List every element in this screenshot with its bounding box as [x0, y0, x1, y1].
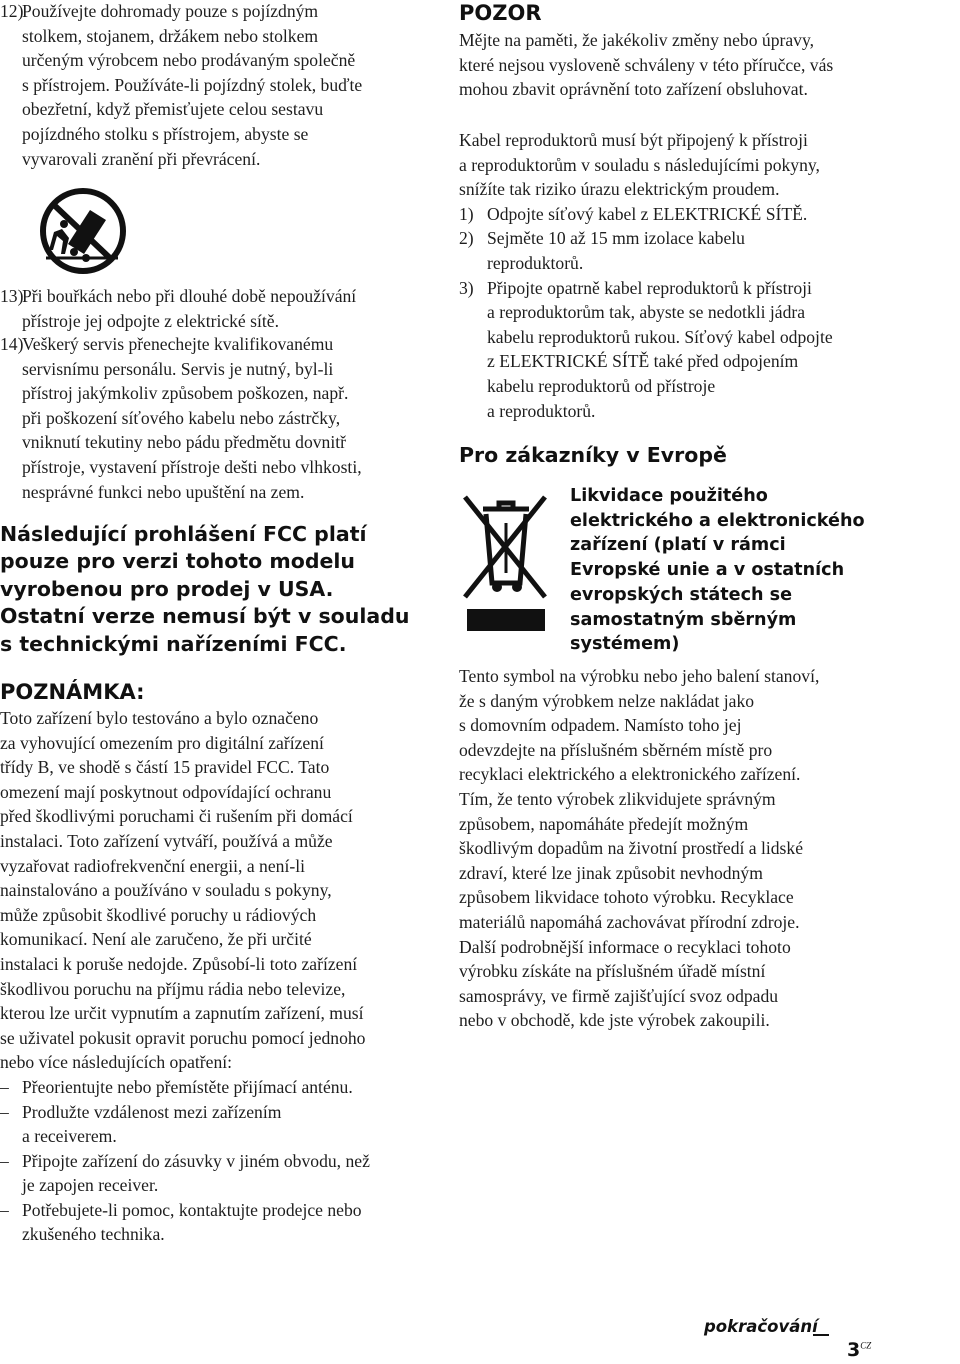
- text-line: škodlivým dopadům na životní prostředí a lidské: [459, 838, 804, 859]
- text-line: Toto zařízení bylo testováno a bylo označeno: [0, 708, 319, 728]
- text-line: a reproduktorů.: [487, 400, 596, 421]
- heading-line: pouze pro verzi tohoto modelu: [0, 549, 356, 574]
- text-line: za vyhovující omezením pro digitální zařízení: [0, 732, 324, 753]
- list-item-12: [0, 0, 442, 171]
- text-line: při poškození síťového kabelu nebo zástrčky,: [22, 407, 341, 428]
- text-line: omezení mají poskytnout odpovídající ochranu: [0, 781, 332, 802]
- heading-line: vyrobenou pro prodej v USA.: [0, 576, 334, 601]
- text-line: kabelu reproduktorů od přístroje: [487, 375, 716, 396]
- speaker-cable-body: [459, 128, 959, 423]
- text-line: Veškerý servis přenechejte kvalifikovanému: [22, 334, 334, 354]
- page-number: [847, 1339, 871, 1361]
- caution-body: [459, 28, 959, 102]
- text-line: Přeorientujte nebo přemístěte přijímací anténu.: [22, 1076, 353, 1097]
- measure-item: [0, 1100, 420, 1149]
- list-item-14: [0, 332, 442, 504]
- item-number: 12): [0, 1, 24, 21]
- text-line: způsobem likvidace tohoto výrobku. Recyklace: [459, 887, 794, 908]
- text-line: vyvarovali zranění při převrácení.: [22, 148, 261, 169]
- text-line: Prodlužte vzdálenost mezi zařízením: [22, 1101, 282, 1122]
- heading-line: Ostatní verze nemusí být v souladu: [0, 604, 410, 629]
- text-line: Připojte zařízení do zásuvky v jiném obvodu, než: [22, 1150, 370, 1171]
- item-number: 13): [0, 286, 24, 306]
- text-line: a reproduktorům tak, abyste se nedotkli jádra: [487, 302, 806, 323]
- text-line: se uživatel pokusit opravit poruchu pomocí jednoho: [0, 1027, 366, 1048]
- step-number: 2): [459, 228, 474, 249]
- text-line: reproduktorů.: [487, 252, 584, 273]
- item-number: 14): [0, 334, 24, 354]
- measure-item: [0, 1149, 420, 1198]
- text-line: že s daným výrobkem nelze nakládat jako: [459, 690, 755, 711]
- text-line: samosprávy, ve firmě zajišťující svoz odpadu: [459, 985, 779, 1006]
- item-13-text: [22, 284, 442, 333]
- heading-line: evropských státech se: [570, 584, 793, 605]
- text-line: a receiverem.: [22, 1126, 117, 1147]
- measure-item: [0, 1075, 420, 1100]
- text-line: snížíte tak riziko úrazu elektrickým proudem.: [459, 179, 780, 200]
- text-line: škodlivou poruchu na příjmu rádia nebo televize,: [0, 978, 346, 999]
- text-line: instalaci k poruše nedojde. Způsobí-li toto zařízení: [0, 953, 358, 974]
- europe-heading: Pro zákazníky v Evropě: [459, 443, 727, 467]
- text-line: které nejsou vysloveně schváleny v této příručce, vás: [459, 54, 834, 75]
- note-heading: POZNÁMKA:: [0, 680, 145, 704]
- step-item: [459, 226, 959, 275]
- text-line: může způsobit škodlivé poruchy u rádiových: [0, 904, 317, 925]
- text-line: Kabel reproduktorů musí být připojený k přístroji: [459, 130, 808, 150]
- text-line: s domovním odpadem. Namísto toho jej: [459, 715, 742, 736]
- text-line: nesprávné funkci nebo upuštění na zem.: [22, 481, 305, 502]
- step-number: 1): [459, 203, 474, 224]
- caution-heading: POZOR: [459, 1, 542, 25]
- text-line: servisnímu personálu. Servis je nutný, byl-li: [22, 358, 334, 379]
- text-line: nebo v obchodě, kde jste výrobek zakoupili.: [459, 1010, 770, 1031]
- text-line: přístroje, vystavení přístroje dešti nebo vlhkosti,: [22, 456, 362, 477]
- step-item: [459, 276, 959, 424]
- text-line: Odpojte síťový kabel z ELEKTRICKÉ SÍTĚ.: [487, 203, 808, 224]
- text-line: mohou zbavit oprávnění toto zařízení obsluhovat.: [459, 79, 808, 100]
- text-line: obezřetní, když přemisťujete celou sestavu: [22, 99, 324, 120]
- text-line: Další podrobnější informace o recyklaci tohoto: [459, 936, 791, 957]
- text-line: před škodlivými poruchami či rušením při domácí: [0, 806, 353, 827]
- text-line: Potřebujete-li pomoc, kontaktujte prodejce nebo: [22, 1199, 362, 1220]
- continued-label: pokračování: [704, 1317, 818, 1336]
- text-line: Mějte na paměti, že jakékoliv změny nebo úpravy,: [459, 30, 815, 50]
- text-line: přístroje jej odpojte z elektrické sítě.: [22, 310, 279, 331]
- text-line: Sejměte 10 až 15 mm izolace kabelu: [487, 228, 745, 249]
- text-line: a reproduktorům v souladu s následujícími pokyny,: [459, 154, 820, 175]
- cart-tip-warning-icon: [38, 186, 128, 276]
- fcc-heading: [0, 521, 420, 658]
- dash-bullet: –: [0, 1199, 9, 1220]
- note-body: [0, 706, 420, 1247]
- weee-crossed-bin-icon: [459, 487, 551, 633]
- text-line: vniknutí tekutiny nebo pádu předmětu dovnitř: [22, 432, 346, 453]
- continued-arrow-icon: [813, 1325, 829, 1335]
- heading-line: Likvidace použitého: [570, 486, 768, 506]
- step-number: 3): [459, 277, 474, 298]
- heading-line: s technickými nařízeními FCC.: [0, 631, 347, 656]
- weee-heading: [570, 484, 960, 657]
- text-line: zkušeného technika.: [22, 1224, 165, 1245]
- dash-bullet: –: [0, 1150, 9, 1171]
- text-line: nebo více následujících opatření:: [0, 1052, 233, 1073]
- text-line: s přístrojem. Používáte-li pojízdný stolek, buďte: [22, 74, 363, 95]
- text-line: nainstalováno a používáno v souladu s pokyny,: [0, 880, 332, 901]
- text-line: recyklaci elektrického a elektronického zařízení.: [459, 764, 801, 785]
- text-line: je zapojen receiver.: [22, 1175, 159, 1196]
- text-line: Tím, že tento výrobek zlikvidujete správným: [459, 788, 776, 809]
- text-line: třídy B, ve shodě s částí 15 pravidel FCC. Tato: [0, 757, 330, 778]
- weee-body: [459, 664, 959, 1033]
- heading-line: Následující prohlášení FCC platí: [0, 522, 367, 546]
- item-12-text: [22, 0, 442, 171]
- text-line: instalaci. Toto zařízení vytváří, používá a může: [0, 830, 333, 851]
- page-number-value: 3: [847, 1339, 861, 1361]
- dash-bullet: –: [0, 1101, 9, 1122]
- text-line: kterou lze určit vypnutím a zapnutím zařízení, musí: [0, 1003, 364, 1024]
- measure-item: [0, 1198, 420, 1247]
- heading-line: elektrického a elektronického: [570, 510, 865, 531]
- item-14-text: [22, 332, 442, 504]
- text-line: Používejte dohromady pouze s pojízdným: [22, 1, 319, 21]
- text-line: určeným výrobcem nebo prodávaným společně: [22, 50, 356, 71]
- text-line: kabelu reproduktorů rukou. Síťový kabel odpojte: [487, 326, 833, 347]
- text-line: výrobku získáte na příslušném úřadě místní: [459, 961, 766, 982]
- text-line: materiálů napomáhá zachovávat přírodní zdroje.: [459, 911, 800, 932]
- heading-line: systémem): [570, 634, 680, 655]
- text-line: Při bouřkách nebo při dlouhé době nepoužívání: [22, 286, 357, 306]
- text-line: způsobem, napomáháte předejít možným: [459, 813, 749, 834]
- text-line: zdraví, které lze jinak způsobit nevhodným: [459, 862, 763, 883]
- text-line: odevzdejte na příslušném sběrném místě pro: [459, 739, 773, 760]
- text-line: pojízdného stolku s přístrojem, abyste se: [22, 123, 309, 144]
- text-line: Tento symbol na výrobku nebo jeho balení stanoví,: [459, 666, 820, 686]
- text-line: z ELEKTRICKÉ SÍTĚ také před odpojením: [487, 351, 799, 372]
- text-line: přístroj jakýmkoliv způsobem poškozen, např.: [22, 383, 349, 404]
- text-line: stolkem, stojanem, držákem nebo stolkem: [22, 25, 319, 46]
- heading-line: samostatným sběrným: [570, 609, 797, 630]
- list-item-13: [0, 284, 442, 333]
- text-line: vyzařovat radiofrekvenční energii, a není-li: [0, 855, 305, 876]
- text-line: Připojte opatrně kabel reproduktorů k přístroji: [487, 277, 812, 298]
- heading-line: Evropské unie a v ostatních: [570, 560, 845, 581]
- text-line: komunikací. Není ale zaručeno, že při určité: [0, 929, 312, 950]
- dash-bullet: –: [0, 1076, 9, 1097]
- heading-line: zařízení (platí v rámci: [570, 535, 786, 556]
- step-item: [459, 202, 959, 227]
- page-language-code: CZ: [860, 1340, 872, 1351]
